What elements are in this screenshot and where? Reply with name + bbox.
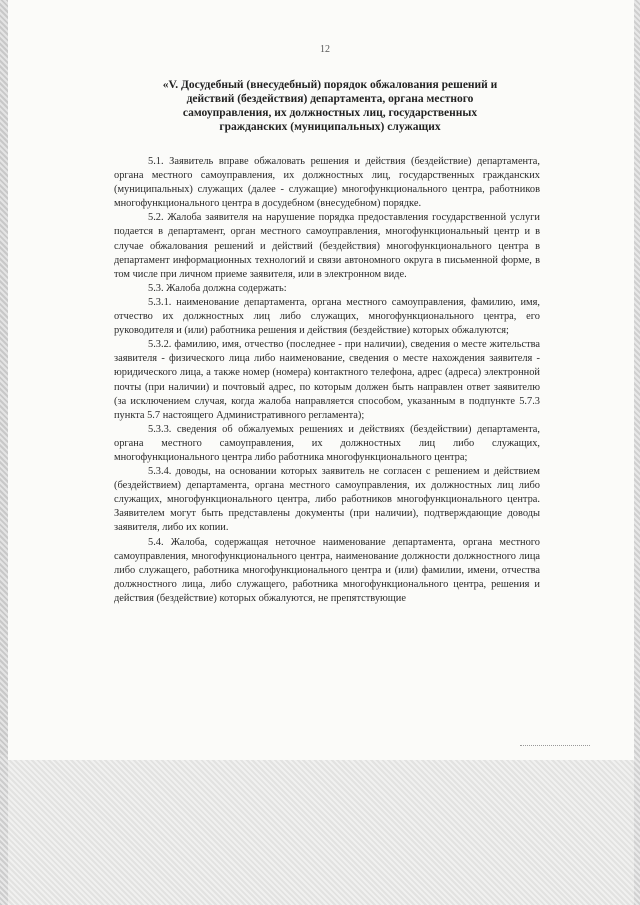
paragraph-5-3-2: 5.3.2. фамилию, имя, отчество (последнее - при наличии), сведения о месте жительства заявителя - физического лица либо наименование, сведения о месте нахождения заявителя - юридического лица, а также номер (номера) контактного телефона, адрес (адреса) электронной почты (при наличии) и почтовый адрес, по которым должен быть направлен ответ заявителю (за исключением случая, когда жалоба направляется способом, указанным в подпункте 5.7.3 пункта 5.7 настоящего Административного регламента); — [114, 339, 540, 421]
section-title: «V. Досудебный (внесудебный) порядок обжалования решений и действий (бездействия) департамента, органа местного самоуправления, их должностных лиц, государственных гражданских (муниципальных) служащих — [162, 79, 498, 133]
paragraph-5-3: 5.3. Жалоба должна содержать: — [148, 282, 287, 294]
document-body — [114, 155, 540, 606]
paragraph-5-3-4: 5.3.4. доводы, на основании которых заявитель не согласен с решением и действием (бездействием) департамента, органа местного самоуправления, их должностных лиц либо служащих, многофункционального центра, либо работников многофункционального центра. Заявителем могут быть представлены документы (при наличии), подтверждающие доводы заявителя, либо их копии. — [114, 466, 540, 534]
paragraph-5-3-3: 5.3.3. сведения об обжалуемых решениях и действиях (бездействии) департамента, органа местного самоуправления, их должностных лиц либо служащих, многофункционального центра либо работника многофункционального центра; — [114, 423, 540, 463]
scan-dotted-rule — [520, 745, 590, 746]
paragraph-5-1: 5.1. Заявитель вправе обжаловать решения и действия (бездействие) департамента, органа местного самоуправления, их должностных лиц, государственных гражданских (муниципальных) служащих (далее - служащие) многофункционального центра, работников многофункционального центра в досудебном (внесудебном) порядке. — [114, 156, 540, 210]
scan-bottom-border — [0, 755, 640, 905]
page-number: 12 — [320, 44, 330, 55]
paragraph-5-4: 5.4. Жалоба, содержащая неточное наименование департамента, органа местного самоуправления, многофункционального центра, наименование должности должностного лица либо служащего, работника многофункционального центра и (или) фамилии, имени, отчества должностного лица, либо служащего, работника многофункционального центра, решения и действия (бездействие) которых обжалуются, не препятствующие — [114, 536, 540, 604]
paragraph-5-3-1: 5.3.1. наименование департамента, органа местного самоуправления, фамилию, имя, отчество их должностных лиц либо служащих, многофункционального центра, его руководителя и (или) работника решения и действия (бездействие) которых обжалуются; — [114, 296, 540, 337]
paragraph-5-2: 5.2. Жалоба заявителя на нарушение порядка предоставления государственной услуги подается в департамент, орган местного самоуправления, многофункциональный центр и в случае обжалования решений и действий (бездействия) многофункционального центра в департамент информационных технологий и связи автономного округа в письменной форме, в том числе при личном приеме заявителя, или в электронном виде. — [114, 212, 540, 280]
